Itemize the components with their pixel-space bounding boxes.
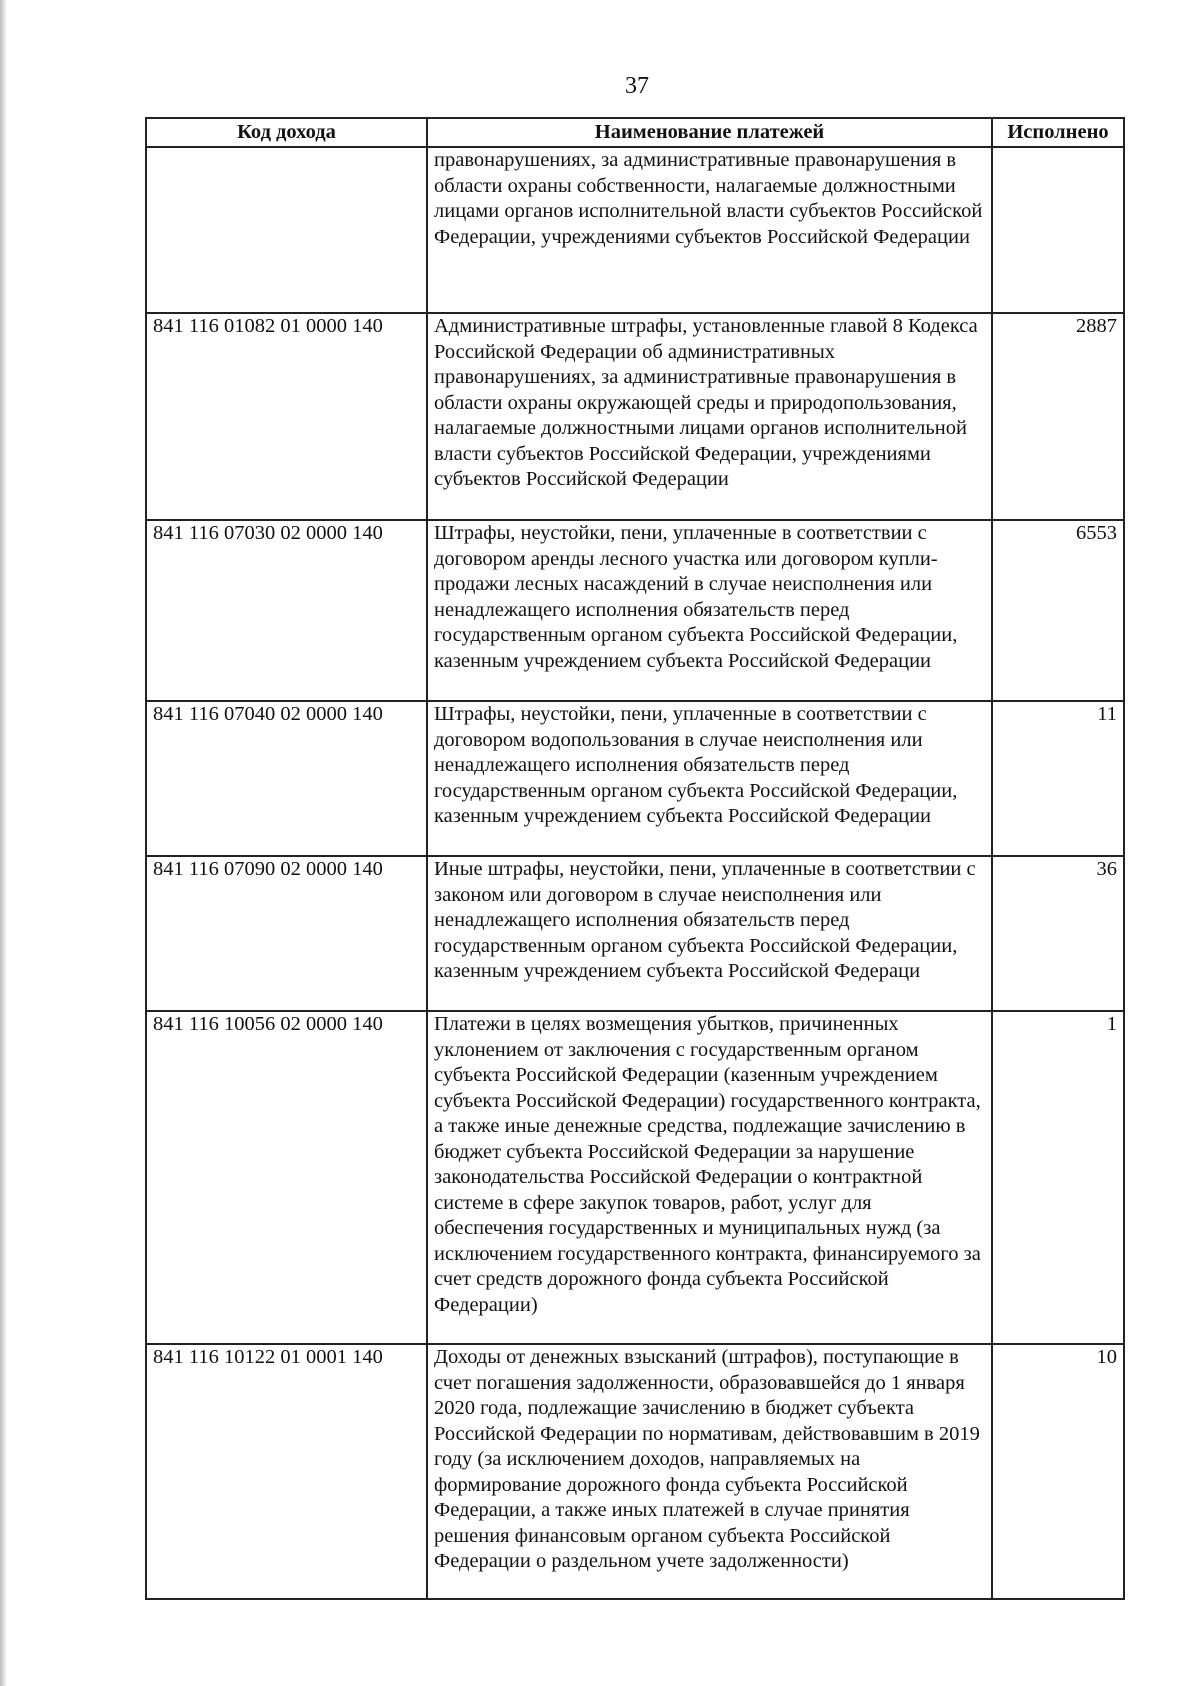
header-executed: Исполнено (992, 118, 1124, 147)
table-row (146, 1011, 1124, 1344)
executed-amount-cell: 1 (992, 1011, 1124, 1344)
payment-name-cell: Штрафы, неустойки, пени, уплаченные в соответствии с договором аренды лесного участка или договором купли-продажи лесных насаждений в случае неисполнения или ненадлежащего исполнения обязательств перед государственным органом субъекта Российской Федерации, казенным учреждением субъекта Российской Федерации (427, 520, 992, 701)
executed-amount-cell: 36 (992, 856, 1124, 1011)
payment-name-cell: Административные штрафы, установленные главой 8 Кодекса Российской Федерации об административных правонарушениях, за административные правонарушения в области охраны окружающей среды и природопользования, налагаемые должностными лицами органов исполнительной власти субъектов Российской Федерации, учреждениями субъектов Российской Федерации (427, 313, 992, 520)
income-code-cell: 841 116 10056 02 0000 140 (146, 1011, 427, 1344)
income-code-cell: 841 116 07040 02 0000 140 (146, 701, 427, 856)
table-row (146, 1344, 1124, 1599)
page-number: 37 (625, 73, 649, 99)
revenue-table (145, 117, 1125, 1600)
scan-edge (0, 0, 6, 1686)
table-row (146, 313, 1124, 520)
income-code-cell: 841 116 07030 02 0000 140 (146, 520, 427, 701)
table-row (146, 520, 1124, 701)
income-code-cell (146, 147, 427, 313)
payment-name-cell: Иные штрафы, неустойки, пени, уплаченные в соответствии с законом или договором в случае неисполнения или ненадлежащего исполнения обязательств перед государственным органом субъекта Российской Федерации, казенным учреждением субъекта Российской Федераци (427, 856, 992, 1011)
executed-amount-cell: 6553 (992, 520, 1124, 701)
table-header-row (146, 118, 1124, 147)
payment-name-cell: Штрафы, неустойки, пени, уплаченные в соответствии с договором водопользования в случае неисполнения или ненадлежащего исполнения обязательств перед государственным органом субъекта Российской Федерации, казенным учреждением субъекта Российской Федерации (427, 701, 992, 856)
income-code-cell: 841 116 10122 01 0001 140 (146, 1344, 427, 1599)
payment-name-cell: Доходы от денежных взысканий (штрафов), поступающие в счет погашения задолженности, образовавшейся до 1 января 2020 года, подлежащие зачислению в бюджет субъекта Российской Федерации по нормативам, действовавшим в 2019 году (за исключением доходов, направляемых на формирование дорожного фонда субъекта Российской Федерации, а также иных платежей в случае принятия решения финансовым органом субъекта Российской Федерации о раздельном учете задолженности) (427, 1344, 992, 1599)
header-income-code: Код дохода (146, 118, 427, 147)
table-row (146, 856, 1124, 1011)
executed-amount-cell (992, 147, 1124, 313)
table-row (146, 701, 1124, 856)
payment-name-cell: правонарушениях, за административные правонарушения в области охраны собственности, налагаемые должностными лицами органов исполнительной власти субъектов Российской Федерации, учреждениями субъектов Российской Федерации (427, 147, 992, 313)
income-code-cell: 841 116 07090 02 0000 140 (146, 856, 427, 1011)
payment-name-cell: Платежи в целях возмещения убытков, причиненных уклонением от заключения с государственным органом субъекта Российской Федерации (казенным учреждением субъекта Российской Федерации) государственного контракта, а также иные денежные средства, подлежащие зачислению в бюджет субъекта Российской Федерации за нарушение законодательства Российской Федерации о контрактной системе в сфере закупок товаров, работ, услуг для обеспечения государственных и муниципальных нужд (за исключением государственного контракта, финансируемого за счет средств дорожного фонда субъекта Российской Федерации) (427, 1011, 992, 1344)
table-row (146, 147, 1124, 313)
executed-amount-cell: 2887 (992, 313, 1124, 520)
executed-amount-cell: 10 (992, 1344, 1124, 1599)
header-payment-name: Наименование платежей (427, 118, 992, 147)
executed-amount-cell: 11 (992, 701, 1124, 856)
income-code-cell: 841 116 01082 01 0000 140 (146, 313, 427, 520)
